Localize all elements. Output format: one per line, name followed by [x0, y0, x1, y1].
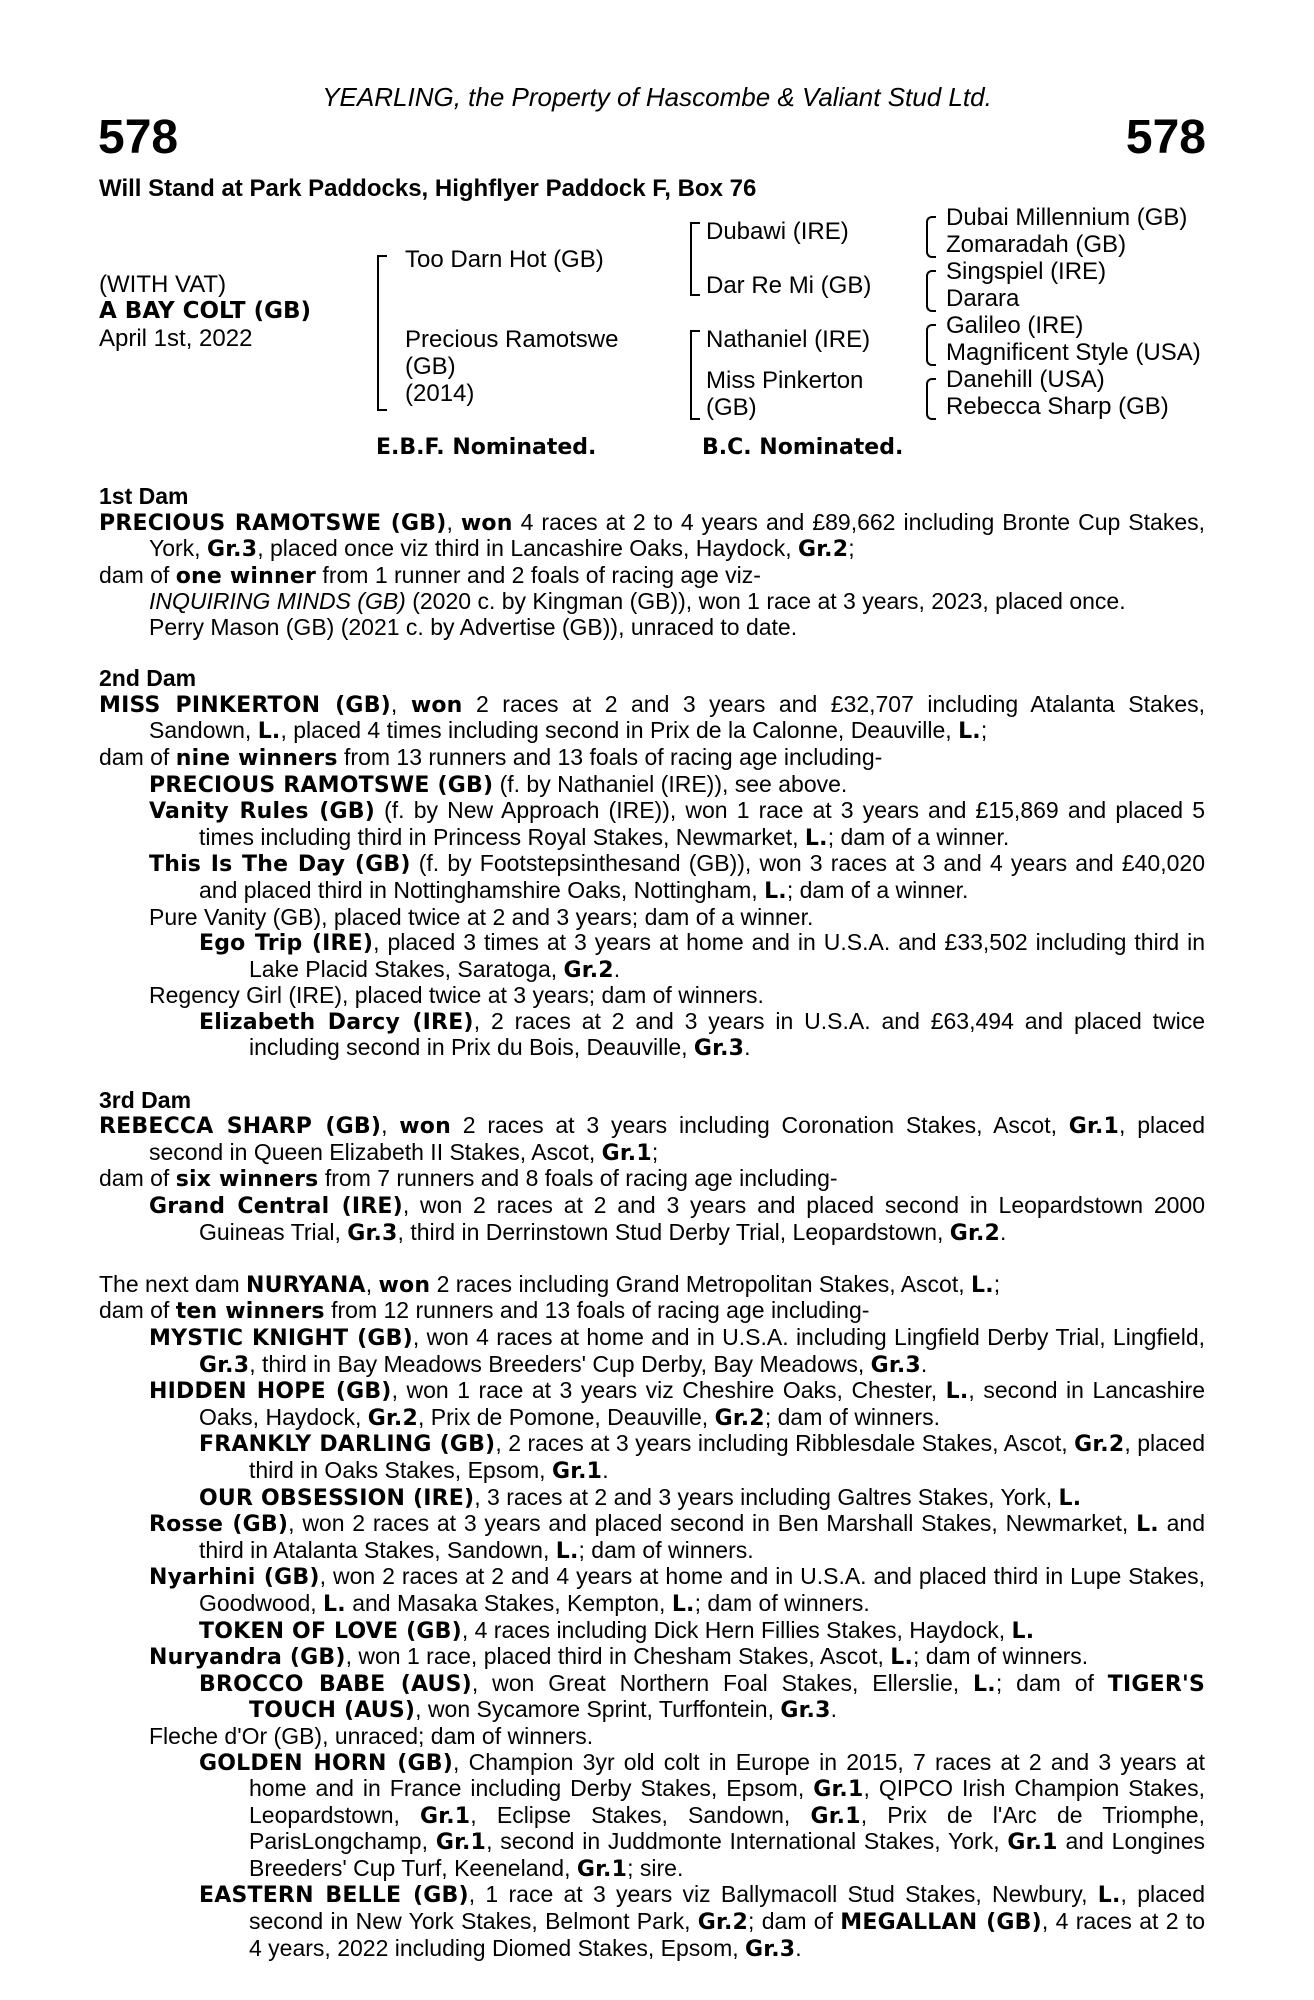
text: , 3 races at 2 and 3 years including Galtres Stakes, York, — [474, 1483, 1059, 1510]
text: , placed once viz third in Lancashire Oaks, Haydock, — [257, 535, 798, 562]
pedigree-entry — [99, 772, 1205, 799]
text: 4 races at 2 to 4 years and £89,662 including Bronte Cup Stakes, York, — [149, 508, 1205, 562]
pedigree-entry — [99, 1485, 1205, 1512]
bold-text: L. — [1058, 1485, 1082, 1511]
bold-text: Gr.1 — [435, 1830, 487, 1856]
pedigree-dam-dam-line2: (GB) — [706, 394, 757, 421]
bold-text: Gr.2 — [714, 1405, 765, 1431]
section-heading: 2nd Dam — [99, 665, 197, 692]
vat-note: (WITH VAT) — [99, 271, 227, 298]
bold-text: one winner — [175, 563, 317, 589]
pedigree-dam-line2: (GB) — [405, 353, 456, 380]
bold-text: Gr.1 — [1007, 1830, 1058, 1856]
summary-line — [99, 1298, 1205, 1325]
text: ; dam of a winner. — [827, 823, 1010, 850]
pedigree-entry — [99, 930, 1205, 983]
section-gap — [99, 1062, 1205, 1088]
text: dam of — [99, 1297, 176, 1324]
bold-text: Gr.1 — [420, 1803, 471, 1829]
summary-line — [99, 1272, 1205, 1299]
bold-text: L. — [257, 719, 281, 745]
pedigree-dam-line3: (2014) — [405, 380, 475, 407]
pedigree-g4: Darara — [946, 285, 1020, 312]
bold-text: Gr.2 — [697, 1910, 749, 1936]
text: , won Great Northern Foal Stakes, Ellerslie, — [471, 1669, 974, 1696]
bold-text: Nuryandra (GB) — [149, 1645, 346, 1671]
bold-text: MEGALLAN (GB) — [840, 1910, 1042, 1936]
text: . — [613, 955, 621, 982]
pedigree-entry — [99, 1009, 1205, 1062]
text: , — [365, 1270, 379, 1297]
text: The next dam — [99, 1270, 247, 1297]
bold-text: won — [460, 510, 513, 536]
text: from 7 runners and 8 foals of racing age including- — [318, 1165, 838, 1192]
bold-text: PRECIOUS RAMOTSWE (GB) — [149, 772, 494, 798]
bold-text: Gr.3 — [199, 1352, 250, 1378]
pedigree-entry — [99, 851, 1205, 904]
pedigree-entry — [99, 1750, 1205, 1883]
pedigree-entry — [99, 1882, 1205, 1962]
text: . — [744, 1034, 751, 1061]
bold-text: TOKEN OF LOVE (GB) — [199, 1618, 462, 1644]
text: 2 races including Grand Metropolitan Stakes, Ascot, — [430, 1270, 972, 1297]
text: , second in Juddmonte International Stakes, York, — [486, 1828, 1008, 1855]
bold-text: L. — [1097, 1883, 1121, 1909]
pedigree-entry — [99, 1644, 1205, 1671]
text: , won 2 races at 2 and 4 years at home and in U.S.A. and placed third in Lupe Stakes, Goodwood, — [199, 1563, 1205, 1616]
bc-nomination: B.C. Nominated. — [702, 435, 904, 460]
bold-text: Gr.1 — [576, 1856, 628, 1882]
pedigree-entry — [99, 905, 1205, 931]
text: ; sire. — [627, 1854, 684, 1881]
text: , won 1 race at 3 years viz Cheshire Oaks, Chester, — [391, 1377, 946, 1404]
bold-text: Gr.2 — [367, 1405, 418, 1431]
text: . — [602, 1456, 609, 1483]
pedigree-entry — [99, 798, 1205, 851]
text: ; dam of winners. — [913, 1643, 1089, 1670]
pedigree-g7: Danehill (USA) — [946, 366, 1105, 393]
bold-text: MISS PINKERTON (GB) — [99, 692, 391, 718]
ebf-nomination: E.B.F. Nominated. — [376, 435, 597, 460]
bold-text: Gr.3 — [745, 1936, 796, 1962]
bold-text: L. — [671, 1591, 695, 1617]
bold-text: won — [399, 1114, 451, 1140]
text: ; dam of — [748, 1908, 841, 1935]
text: (f. by Nathaniel (IRE)), see above. — [493, 770, 848, 797]
text: ; — [980, 717, 988, 744]
bold-text: L. — [945, 1379, 969, 1405]
text: from 12 runners and 13 foals of racing age including- — [324, 1297, 870, 1324]
pedigree-entry — [99, 1564, 1205, 1617]
bold-text: BROCCO BABE (AUS) — [199, 1671, 472, 1697]
text: , QIPCO Irish Champion Stakes, Leopardstown, — [249, 1775, 1205, 1828]
text: . — [830, 1696, 838, 1723]
text: , 2 races at 2 and 3 years in U.S.A. and £63,494 and placed twice including second in Prix du Bois, Deauville, — [249, 1007, 1206, 1061]
bold-text: MYSTIC KNIGHT (GB) — [149, 1326, 413, 1351]
pedigree-sire-dam: Dar Re Mi (GB) — [706, 272, 872, 299]
text: , Champion 3yr old colt in Europe in 2015, 7 races at 2 and 3 years at home and in France including Derby Stakes, Epsom, — [249, 1748, 1206, 1802]
bold-text: PRECIOUS RAMOTSWE (GB) — [99, 510, 447, 536]
text: Regency Girl (IRE), placed twice at 3 years; dam of winners. — [149, 982, 764, 1009]
text: , Prix de l'Arc de Triomphe, ParisLongchamp, — [249, 1801, 1205, 1855]
bold-text: nine winners — [175, 745, 338, 771]
pedigree-entry — [99, 510, 1205, 563]
text: , Prix de Pomone, Deauville, — [417, 1403, 715, 1430]
bold-text: L. — [890, 1645, 914, 1671]
horse-name: A BAY COLT (GB) — [99, 298, 312, 324]
pedigree-notes — [99, 484, 1205, 1962]
pedigree-entry — [99, 983, 1205, 1009]
text: , won 2 races at 3 years and placed second in Ben Marshall Stakes, Newmarket, — [288, 1510, 1137, 1537]
italic-text: INQUIRING MINDS (GB) — [149, 588, 406, 615]
pedigree-entry — [99, 1113, 1205, 1166]
bold-text: Nyarhini (GB) — [149, 1565, 320, 1591]
text: from 13 runners and 13 foals of racing age including- — [337, 743, 883, 770]
stand-location: Will Stand at Park Paddocks, Highflyer Paddock F, Box 76 — [99, 175, 757, 202]
bold-text: six winners — [175, 1167, 319, 1193]
text: ; — [848, 535, 855, 562]
bold-text: L. — [555, 1538, 579, 1564]
text: Perry Mason (GB) (2021 c. by Advertise (GB)), unraced to date. — [149, 613, 798, 640]
text: ; — [993, 1270, 1001, 1297]
bold-text: Gr.2 — [949, 1220, 1001, 1246]
text: , 2 races at 3 years including Ribblesdale Stakes, Ascot, — [495, 1430, 1075, 1457]
bold-text: FRANKLY DARLING (GB) — [199, 1432, 496, 1458]
text: . — [920, 1350, 928, 1377]
pedigree-brace-g78 — [926, 378, 936, 420]
pedigree-entry — [99, 1378, 1205, 1431]
lot-number-left: 578 — [98, 111, 179, 164]
summary-line — [99, 563, 1205, 590]
text: Pure Vanity (GB), placed twice at 2 and 3 years; dam of a winner. — [149, 903, 814, 930]
bold-text: Grand Central (IRE) — [149, 1194, 403, 1220]
bold-text: won — [378, 1272, 431, 1298]
text: , placed second in New York Stakes, Belmont Park, — [249, 1881, 1205, 1935]
bold-text: Gr.3 — [870, 1352, 921, 1378]
text: , won 1 race, placed third in Chesham Stakes, Ascot, — [345, 1643, 891, 1670]
text: , placed third in Oaks Stakes, Epsom, — [249, 1430, 1205, 1483]
bold-text: OUR OBSESSION (IRE) — [199, 1485, 475, 1511]
bold-text: Gr.1 — [1068, 1114, 1120, 1140]
bold-text: L. — [1136, 1512, 1159, 1538]
produce-line — [99, 589, 1205, 615]
pedigree-dam-sire: Nathaniel (IRE) — [706, 326, 871, 353]
bold-text: won — [410, 692, 463, 718]
bold-text: NURYANA — [246, 1272, 366, 1298]
text: , 1 race at 3 years viz Ballymacoll Stud Stakes, Newbury, — [468, 1881, 1098, 1908]
pedigree-sire-sire: Dubawi (IRE) — [706, 218, 849, 245]
bold-text: Rosse (GB) — [149, 1512, 289, 1538]
pedigree-g3: Singspiel (IRE) — [946, 258, 1107, 285]
text: dam of — [99, 743, 176, 770]
bold-text: L. — [804, 825, 828, 851]
foaling-date: April 1st, 2022 — [99, 325, 253, 352]
text: Fleche d'Or (GB), unraced; dam of winners. — [149, 1722, 594, 1749]
bold-text: Gr.3 — [206, 537, 258, 563]
pedigree-brace-sire — [690, 222, 700, 296]
text: . — [795, 1934, 802, 1961]
pedigree-g5: Galileo (IRE) — [946, 312, 1084, 339]
bold-text: Gr.2 — [798, 537, 849, 563]
bold-text: L. — [323, 1591, 346, 1617]
text: , third in Derrinstown Stud Derby Trial, Leopardstown, — [397, 1218, 950, 1245]
text: , — [381, 1112, 400, 1139]
text: . — [1000, 1218, 1007, 1245]
bold-text: HIDDEN HOPE (GB) — [149, 1379, 392, 1405]
bold-text: This Is The Day (GB) — [149, 852, 411, 878]
pedigree-entry — [99, 1511, 1205, 1564]
section-gap — [99, 1246, 1205, 1272]
text: ; dam of — [995, 1669, 1108, 1696]
produce-line — [99, 615, 1205, 641]
pedigree-entry — [99, 1325, 1205, 1378]
pedigree-entry — [99, 1618, 1205, 1645]
pedigree-entry — [99, 1724, 1205, 1750]
text: (f. by New Approach (IRE)), won 1 race at 3 years and £15,869 and placed 5 times including third in Princess Royal Stakes, Newmarket, — [199, 797, 1206, 850]
bold-text: REBECCA SHARP (GB) — [99, 1114, 382, 1140]
pedigree-entry — [99, 1431, 1205, 1484]
bold-text: Gr.1 — [601, 1140, 652, 1166]
bold-text: Ego Trip (IRE) — [199, 931, 374, 957]
text: , Eclipse Stakes, Sandown, — [470, 1801, 811, 1828]
text: , placed 4 times including second in Prix de la Calonne, Deauville, — [280, 717, 959, 744]
text: , placed 3 times at 3 years at home and in U.S.A. and £33,502 including third in Lake Placid Stakes, Saratoga, — [249, 929, 1205, 982]
pedigree-g2: Zomaradah (GB) — [946, 231, 1127, 258]
text: , won 4 races at home and in U.S.A. including Lingfield Derby Trial, Lingfield, — [412, 1324, 1205, 1350]
section-heading: 1st Dam — [99, 483, 189, 509]
bold-text: Elizabeth Darcy (IRE) — [199, 1009, 474, 1035]
pedigree-brace-g12 — [926, 216, 936, 258]
bold-text: Vanity Rules (GB) — [149, 799, 376, 825]
pedigree-entry — [99, 692, 1205, 745]
pedigree-brace-dam — [690, 330, 700, 420]
text: , won Sycamore Sprint, Turffontein, — [415, 1696, 781, 1723]
bold-text: Gr.3 — [693, 1036, 745, 1062]
catalogue-subtitle: YEARLING, the Property of Hascombe & Valiant Stud Ltd. — [322, 82, 992, 112]
bold-text: Gr.3 — [347, 1220, 398, 1246]
text: and third in Atalanta Stakes, Sandown, — [199, 1510, 1206, 1563]
bold-text: Gr.3 — [780, 1698, 831, 1724]
text: , — [390, 690, 411, 717]
text: ; dam of winners. — [578, 1536, 754, 1563]
text: 2 races at 2 and 3 years and £32,707 including Atalanta Stakes, Sandown, — [149, 690, 1205, 744]
pedigree-g1: Dubai Millennium (GB) — [946, 204, 1188, 231]
pedigree-brace-g34 — [926, 270, 936, 312]
text: , — [446, 508, 461, 535]
bold-text: Gr.1 — [810, 1803, 861, 1829]
text: , won 2 races at 2 and 3 years and placed second in Leopardstown 2000 Guineas Trial, — [199, 1192, 1205, 1245]
section-gap — [99, 641, 1205, 667]
text: ; dam of winners. — [764, 1403, 940, 1430]
text: , 4 races at 2 to 4 years, 2022 including Diomed Stakes, Epsom, — [249, 1908, 1206, 1961]
summary-line — [99, 745, 1205, 772]
pedigree-entry — [99, 1671, 1205, 1724]
bold-text: L. — [958, 719, 981, 745]
summary-line — [99, 1166, 1205, 1193]
text: , second in Lancashire Oaks, Haydock, — [199, 1377, 1205, 1430]
bold-text: Gr.2 — [1074, 1432, 1125, 1458]
text: (f. by Footstepsinthesand (GB)), won 3 races at 3 and 4 years and £40,020 and placed third in Nottinghamshire Oaks, Nottingham, — [199, 850, 1205, 903]
text: (2020 c. by Kingman (GB)), won 1 race at 3 years, 2023, placed once. — [405, 588, 1126, 615]
text: , third in Bay Meadows Breeders' Cup Derby, Bay Meadows, — [249, 1350, 871, 1377]
pedigree-entry — [99, 1193, 1205, 1246]
pedigree-dam-line1: Precious Ramotswe — [405, 326, 619, 353]
pedigree-dam-dam-line1: Miss Pinkerton — [706, 367, 864, 394]
bold-text: L. — [973, 1671, 996, 1697]
text: ; dam of a winner. — [786, 876, 969, 903]
text: 2 races at 3 years including Coronation Stakes, Ascot, — [450, 1112, 1069, 1139]
bold-text: Gr.2 — [563, 957, 614, 983]
text: from 1 runner and 2 foals of racing age viz- — [316, 561, 761, 588]
bold-text: TIGER'S TOUCH (AUS) — [249, 1671, 1205, 1724]
text: , placed second in Queen Elizabeth II Stakes, Ascot, — [149, 1112, 1206, 1165]
text: and Longines Breeders' Cup Turf, Keeneland, — [249, 1828, 1206, 1881]
text: ; dam of winners. — [694, 1589, 870, 1616]
bold-text: Gr.1 — [813, 1777, 864, 1803]
pedigree-brace-main — [377, 255, 387, 411]
bold-text: Gr.1 — [551, 1458, 603, 1484]
bold-text: L. — [764, 878, 787, 904]
pedigree-brace-g56 — [926, 324, 936, 366]
text: , 4 races including Dick Hern Fillies Stakes, Haydock, — [461, 1616, 1012, 1643]
section-heading: 3rd Dam — [99, 1086, 192, 1113]
bold-text: GOLDEN HORN (GB) — [199, 1750, 454, 1776]
bold-text: EASTERN BELLE (GB) — [199, 1883, 469, 1909]
lot-number-right: 578 — [1125, 111, 1206, 164]
pedigree-g6: Magnificent Style (USA) — [946, 339, 1201, 366]
text: dam of — [99, 1165, 176, 1192]
text: ; — [651, 1138, 659, 1165]
bold-text: L. — [971, 1272, 994, 1298]
text: and Masaka Stakes, Kempton, — [345, 1589, 672, 1616]
text: dam of — [99, 561, 176, 588]
pedigree-sire: Too Darn Hot (GB) — [405, 246, 604, 273]
bold-text: ten winners — [175, 1299, 325, 1325]
bold-text: L. — [1011, 1618, 1035, 1644]
pedigree-g8: Rebecca Sharp (GB) — [946, 393, 1169, 420]
